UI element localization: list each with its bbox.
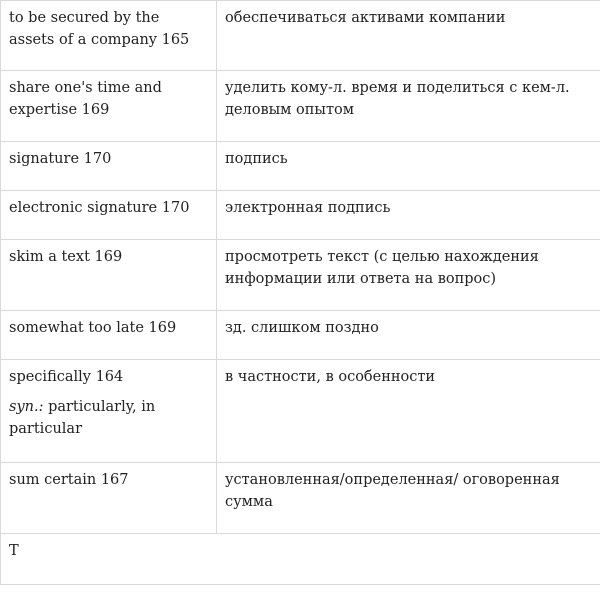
translation-cell: электронная подпись [217, 191, 600, 240]
table-row [1, 311, 600, 360]
translation-cell: просмотреть текст (с целью нахождения информации или ответа на вопрос) [217, 240, 600, 311]
table-row [1, 360, 600, 463]
term-cell: sum certain 167 [1, 463, 217, 534]
term-cell: signature 170 [1, 142, 217, 191]
translation-cell: в частности, в особенности [217, 360, 600, 463]
term-text: specifically 164 [9, 369, 124, 385]
table-row [1, 142, 600, 191]
term-cell: electronic signature 170 [1, 191, 217, 240]
table-row [1, 463, 600, 534]
synonym-label: syn.: [9, 399, 44, 415]
term-cell: somewhat too late 169 [1, 311, 217, 360]
table-row [1, 191, 600, 240]
term-cell: share one's time and expertise 169 [1, 71, 217, 142]
section-letter-row [1, 534, 600, 585]
translation-cell: зд. слишком поздно [217, 311, 600, 360]
section-letter: T [1, 534, 600, 585]
term-cell [1, 360, 217, 463]
translation-cell: подпись [217, 142, 600, 191]
term-cell: skim a text 169 [1, 240, 217, 311]
synonym-line [9, 396, 208, 440]
translation-cell: обеспечиваться активами компании [217, 1, 600, 71]
synonym-text: particularly, in particular [9, 399, 156, 437]
translation-cell: установленная/определенная/ оговоренная сумма [217, 463, 600, 534]
term-cell: to be secured by the assets of a company 165 [1, 1, 217, 71]
table-row [1, 1, 600, 71]
translation-cell: уделить кому-л. время и поделиться с кем-л. деловым опытом [217, 71, 600, 142]
table-row [1, 71, 600, 142]
table-row [1, 240, 600, 311]
